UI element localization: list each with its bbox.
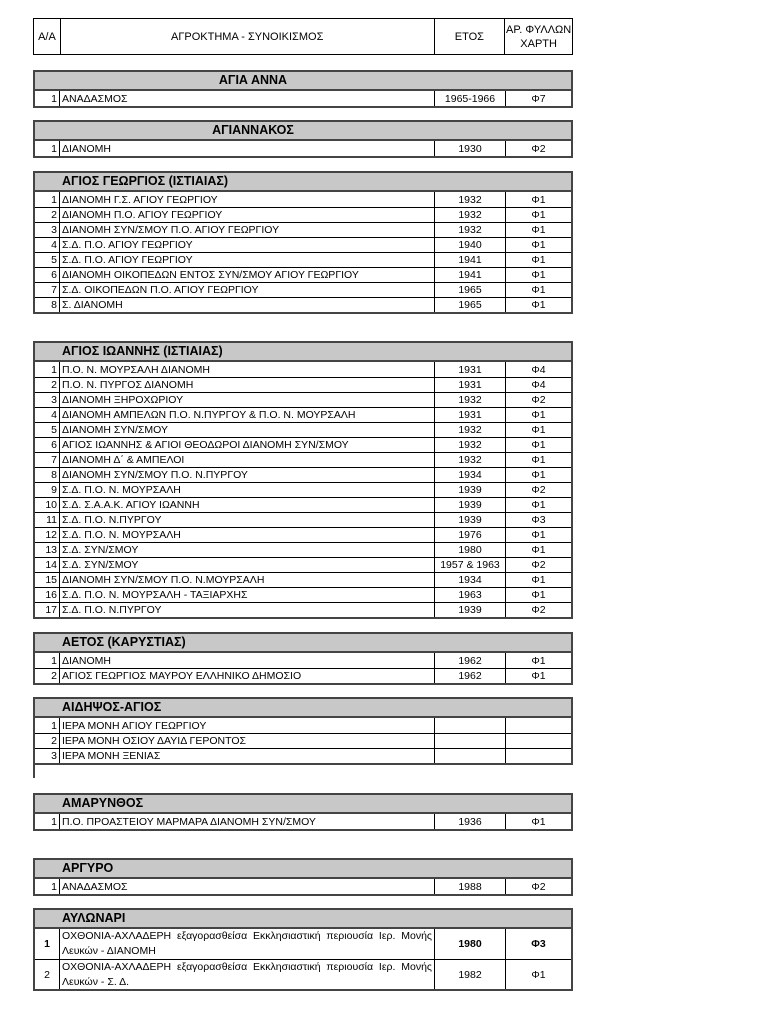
section-title: ΑΓΙΟΣ ΓΕΩΡΓΙΟΣ (ΙΣΤΙΑΙΑΣ)	[35, 173, 571, 192]
row-sheet: Φ3	[531, 514, 546, 526]
row-number: 3	[35, 749, 60, 763]
table-row	[35, 557, 571, 572]
row-number: 1	[35, 653, 60, 668]
table-row	[35, 668, 571, 683]
row-description: ΙΕΡΑ ΜΟΝΗ ΑΓΙΟΥ ΓΕΩΡΓΙΟΥ	[60, 718, 435, 733]
row-number: 2	[35, 208, 60, 222]
row-number: 17	[35, 603, 60, 617]
row-description: ΟΧΘΟΝΙΑ-ΑΧΛΑΔΕΡΗ εξαγορασθείσα Εκκλησιαστική περιουσία Ιερ. Μονής Λευκών - ΔΙΑΝΟΜΗ	[60, 929, 435, 959]
row-sheet: Φ1	[531, 589, 546, 601]
row-year: 1963	[435, 588, 506, 602]
row-description: Σ.Δ. ΣΥΝ/ΣΜΟΥ	[60, 558, 435, 572]
row-number: 15	[35, 573, 60, 587]
row-sheet: Φ2	[531, 880, 546, 893]
row-sheet: Φ2	[531, 559, 546, 571]
table-row	[35, 482, 571, 497]
row-description: Σ.Δ. ΟΙΚΟΠΕΔΩΝ Π.Ο. ΑΓΙΟΥ ΓΕΩΡΓΙΟΥ	[60, 283, 435, 297]
row-sheet	[506, 749, 571, 763]
row-description: Σ.Δ. Π.Ο. Ν. ΜΟΥΡΣΑΛΗ	[60, 483, 435, 497]
section-title: ΑΡΓΥΡΟ	[35, 860, 571, 879]
row-sheet: Φ1	[531, 654, 546, 667]
row-year: 1932	[435, 192, 506, 207]
row-sheet: Φ1	[531, 209, 546, 221]
row-sheet: Φ2	[531, 484, 546, 496]
row-number: 10	[35, 498, 60, 512]
row-number: 16	[35, 588, 60, 602]
row-year: 1941	[435, 253, 506, 267]
section-3	[33, 341, 573, 619]
row-sheet: Φ1	[531, 815, 546, 828]
table-header	[33, 18, 573, 55]
section-title: ΑΕΤΟΣ (ΚΑΡΥΣΤΙΑΣ)	[35, 634, 571, 653]
section-5	[33, 697, 573, 765]
row-number: 8	[35, 298, 60, 312]
row-year: 1932	[435, 223, 506, 237]
row-number: 1	[35, 814, 60, 829]
row-description: ΔΙΑΝΟΜΗ Δ΄ & ΑΜΠΕΛΟΙ	[60, 453, 435, 467]
table-row	[35, 512, 571, 527]
row-year: 1965	[435, 298, 506, 312]
row-number: 6	[35, 438, 60, 452]
row-number: 2	[35, 378, 60, 392]
table-row	[35, 602, 571, 617]
table-row	[35, 237, 571, 252]
row-sheet: Φ1	[531, 193, 546, 206]
row-year: 1957 & 1963	[435, 558, 506, 572]
table-row	[35, 959, 571, 989]
row-sheet: Φ1	[531, 439, 546, 451]
row-description: ΑΓΙΟΣ ΙΩΑΝΝΗΣ & ΑΓΙΟΙ ΘΕΟΔΩΡΟΙ ΔΙΑΝΟΜΗ ΣΥΝ/ΣΜΟΥ	[60, 438, 435, 452]
row-description: ΔΙΑΝΟΜΗ	[60, 653, 435, 668]
table-row	[35, 377, 571, 392]
row-sheet: Φ1	[531, 544, 546, 556]
row-sheet: Φ1	[531, 968, 546, 981]
section-2	[33, 171, 573, 314]
row-number: 1	[35, 879, 60, 894]
row-description: ΔΙΑΝΟΜΗ ΞΗΡΟΧΩΡΙΟΥ	[60, 393, 435, 407]
row-number: 1	[35, 929, 60, 959]
table-row	[35, 141, 571, 156]
row-description: ΔΙΑΝΟΜΗ Γ.Σ. ΑΓΙΟΥ ΓΕΩΡΓΙΟΥ	[60, 192, 435, 207]
row-number: 7	[35, 283, 60, 297]
row-description: ΔΙΑΝΟΜΗ ΟΙΚΟΠΕΔΩΝ ΕΝΤΟΣ ΣΥΝ/ΣΜΟΥ ΑΓΙΟΥ ΓΕΩΡΓΙΟΥ	[60, 268, 435, 282]
row-number: 1	[35, 141, 60, 156]
row-number: 14	[35, 558, 60, 572]
table-row	[35, 252, 571, 267]
row-sheet: Φ4	[531, 379, 546, 391]
row-sheet: Φ4	[531, 363, 546, 376]
row-number: 2	[35, 734, 60, 748]
table-row	[35, 392, 571, 407]
table-row	[35, 91, 571, 106]
row-sheet: Φ1	[531, 299, 546, 311]
row-year: 1988	[435, 879, 506, 894]
row-description: ΑΝΑΔΑΣΜΟΣ	[60, 91, 435, 106]
table-row	[35, 192, 571, 207]
header-aa: Α/Α	[34, 19, 61, 54]
section-0	[33, 70, 573, 108]
section-7	[33, 858, 573, 896]
row-description: ΔΙΑΝΟΜΗ ΣΥΝ/ΣΜΟΥ Π.Ο. Ν.ΠΥΡΓΟΥ	[60, 468, 435, 482]
row-number: 5	[35, 423, 60, 437]
row-description: ΔΙΑΝΟΜΗ ΑΜΠΕΛΩΝ Π.Ο. Ν.ΠΥΡΓΟΥ & Π.Ο. Ν. ΜΟΥΡΣΑΛΗ	[60, 408, 435, 422]
row-sheet: Φ2	[531, 142, 546, 155]
row-description: ΟΧΘΟΝΙΑ-ΑΧΛΑΔΕΡΗ εξαγορασθείσα Εκκλησιαστική περιουσία Ιερ. Μονής Λευκών - Σ. Δ.	[60, 960, 435, 989]
row-sheet: Φ1	[531, 224, 546, 236]
row-year: 1932	[435, 453, 506, 467]
table-row	[35, 748, 571, 763]
section-6	[33, 793, 573, 831]
table-row	[35, 362, 571, 377]
section-1	[33, 120, 573, 158]
row-description: ΙΕΡΑ ΜΟΝΗ ΞΕΝΙΑΣ	[60, 749, 435, 763]
row-sheet: Φ1	[531, 454, 546, 466]
header-year: ΕΤΟΣ	[435, 19, 506, 54]
row-sheet: Φ1	[531, 284, 546, 296]
row-year: 1932	[435, 208, 506, 222]
row-number: 2	[35, 960, 60, 989]
row-description: ΔΙΑΝΟΜΗ Π.Ο. ΑΓΙΟΥ ΓΕΩΡΓΙΟΥ	[60, 208, 435, 222]
row-sheet: Φ1	[531, 254, 546, 266]
row-number: 11	[35, 513, 60, 527]
row-number: 13	[35, 543, 60, 557]
table-row	[35, 437, 571, 452]
row-number: 3	[35, 223, 60, 237]
row-sheet: Φ1	[531, 409, 546, 421]
row-number: 9	[35, 483, 60, 497]
row-description: Π.Ο. ΠΡΟΑΣΤΕΙΟΥ ΜΑΡΜΑΡΑ ΔΙΑΝΟΜΗ ΣΥΝ/ΣΜΟΥ	[60, 814, 435, 829]
row-description: Σ. ΔΙΑΝΟΜΗ	[60, 298, 435, 312]
table-row	[35, 587, 571, 602]
row-description: ΔΙΑΝΟΜΗ ΣΥΝ/ΣΜΟΥ Π.Ο. ΑΓΙΟΥ ΓΕΩΡΓΙΟΥ	[60, 223, 435, 237]
table-row	[35, 407, 571, 422]
row-year: 1931	[435, 408, 506, 422]
table-row	[35, 222, 571, 237]
table-row	[35, 653, 571, 668]
row-number: 3	[35, 393, 60, 407]
row-sheet: Φ7	[531, 92, 546, 105]
row-sheet: Φ1	[531, 269, 546, 281]
row-number: 1	[35, 362, 60, 377]
row-sheet: Φ1	[531, 424, 546, 436]
row-number: 12	[35, 528, 60, 542]
header-sheets: ΑΡ. ΦΥΛΛΩΝ ΧΑΡΤΗ	[506, 23, 572, 50]
row-number: 4	[35, 238, 60, 252]
section-title: ΑΥΛΩΝΑΡΙ	[35, 910, 571, 929]
row-sheet: Φ1	[531, 574, 546, 586]
row-sheet: Φ1	[531, 670, 546, 682]
row-number: 6	[35, 268, 60, 282]
section-8	[33, 908, 573, 991]
row-number: 1	[35, 192, 60, 207]
row-year: 1962	[435, 653, 506, 668]
row-description: ΔΙΑΝΟΜΗ	[60, 141, 435, 156]
row-description: Σ.Δ. ΣΥΝ/ΣΜΟΥ	[60, 543, 435, 557]
row-sheet: Φ3	[531, 938, 546, 950]
row-description: Σ.Δ. Π.Ο. Ν.ΠΥΡΓΟΥ	[60, 513, 435, 527]
row-year: 1982	[435, 960, 506, 989]
table-row	[35, 497, 571, 512]
row-year: 1934	[435, 468, 506, 482]
row-number: 1	[35, 91, 60, 106]
row-description: ΔΙΑΝΟΜΗ ΣΥΝ/ΣΜΟΥ	[60, 423, 435, 437]
row-year: 1940	[435, 238, 506, 252]
row-year	[435, 749, 506, 763]
table-row	[35, 879, 571, 894]
row-year: 1934	[435, 573, 506, 587]
row-year: 1930	[435, 141, 506, 156]
row-description: Σ.Δ. Π.Ο. ΑΓΙΟΥ ΓΕΩΡΓΙΟΥ	[60, 238, 435, 252]
row-description: Σ.Δ. Σ.Α.Α.Κ. ΑΓΙΟΥ ΙΩΑΝΝΗ	[60, 498, 435, 512]
row-sheet: Φ1	[531, 469, 546, 481]
row-sheet: Φ1	[531, 529, 546, 541]
row-year: 1931	[435, 362, 506, 377]
row-description: Σ.Δ. Π.Ο. Ν. ΜΟΥΡΣΑΛΗ	[60, 528, 435, 542]
row-sheet: Φ2	[531, 604, 546, 616]
row-description: Σ.Δ. Π.Ο. ΑΓΙΟΥ ΓΕΩΡΓΙΟΥ	[60, 253, 435, 267]
row-year: 1939	[435, 498, 506, 512]
row-year: 1931	[435, 378, 506, 392]
row-year	[435, 734, 506, 748]
row-year: 1939	[435, 603, 506, 617]
row-sheet: Φ1	[531, 239, 546, 251]
row-sheet: Φ1	[531, 499, 546, 511]
row-year	[435, 718, 506, 733]
table-row	[35, 452, 571, 467]
table-row	[35, 297, 571, 312]
row-description: Σ.Δ. Π.Ο. Ν.ΠΥΡΓΟΥ	[60, 603, 435, 617]
row-year: 1932	[435, 423, 506, 437]
table-row	[35, 718, 571, 733]
row-description: Σ.Δ. Π.Ο. Ν. ΜΟΥΡΣΑΛΗ - ΤΑΞΙΑΡΧΗΣ	[60, 588, 435, 602]
section-trailing-border	[33, 762, 35, 778]
section-4	[33, 632, 573, 685]
table-row	[35, 733, 571, 748]
row-year: 1932	[435, 438, 506, 452]
section-title: ΑΓΙΟΣ ΙΩΑΝΝΗΣ (ΙΣΤΙΑΙΑΣ)	[35, 343, 571, 362]
table-row	[35, 527, 571, 542]
row-year: 1939	[435, 483, 506, 497]
row-year: 1936	[435, 814, 506, 829]
row-year: 1941	[435, 268, 506, 282]
row-year: 1980	[435, 543, 506, 557]
section-title: ΑΜΑΡΥΝΘΟΣ	[35, 795, 571, 814]
table-row	[35, 542, 571, 557]
row-sheet	[506, 718, 571, 733]
section-title: ΑΓΙΑ ΑΝΝΑ	[35, 72, 571, 91]
row-sheet	[506, 734, 571, 748]
row-year: 1939	[435, 513, 506, 527]
section-title: ΑΓΙΑΝΝΑΚΟΣ	[35, 122, 571, 141]
table-row	[35, 282, 571, 297]
row-description: Π.Ο. Ν. ΜΟΥΡΣΑΛΗ ΔΙΑΝΟΜΗ	[60, 362, 435, 377]
row-sheet: Φ2	[531, 394, 546, 406]
section-title: ΑΙΔΗΨΟΣ-ΑΓΙΟΣ	[35, 699, 571, 718]
row-year: 1980	[435, 929, 506, 959]
row-year: 1976	[435, 528, 506, 542]
row-number: 8	[35, 468, 60, 482]
row-number: 7	[35, 453, 60, 467]
table-row	[35, 207, 571, 222]
row-number: 5	[35, 253, 60, 267]
row-description: ΔΙΑΝΟΜΗ ΣΥΝ/ΣΜΟΥ Π.Ο. Ν.ΜΟΥΡΣΑΛΗ	[60, 573, 435, 587]
row-description: ΑΝΑΔΑΣΜΟΣ	[60, 879, 435, 894]
header-name: ΑΓΡΟΚΤΗΜΑ - ΣΥΝΟΙΚΙΣΜΟΣ	[61, 19, 435, 54]
row-year: 1965	[435, 283, 506, 297]
table-row	[35, 422, 571, 437]
table-row	[35, 814, 571, 829]
row-year: 1962	[435, 669, 506, 683]
row-number: 2	[35, 669, 60, 683]
row-number: 1	[35, 718, 60, 733]
row-description: ΑΓΙΟΣ ΓΕΩΡΓΙΟΣ ΜΑΥΡΟΥ ΕΛΛΗΝΙΚΟ ΔΗΜΟΣΙΟ	[60, 669, 435, 683]
row-number: 4	[35, 408, 60, 422]
table-row	[35, 572, 571, 587]
table-row	[35, 467, 571, 482]
row-year: 1932	[435, 393, 506, 407]
table-row	[35, 267, 571, 282]
table-row	[35, 929, 571, 959]
row-year: 1965-1966	[435, 91, 506, 106]
row-description: Π.Ο. Ν. ΠΥΡΓΟΣ ΔΙΑΝΟΜΗ	[60, 378, 435, 392]
row-description: ΙΕΡΑ ΜΟΝΗ ΟΣΙΟΥ ΔΑΥΙΔ ΓΕΡΟΝΤΟΣ	[60, 734, 435, 748]
